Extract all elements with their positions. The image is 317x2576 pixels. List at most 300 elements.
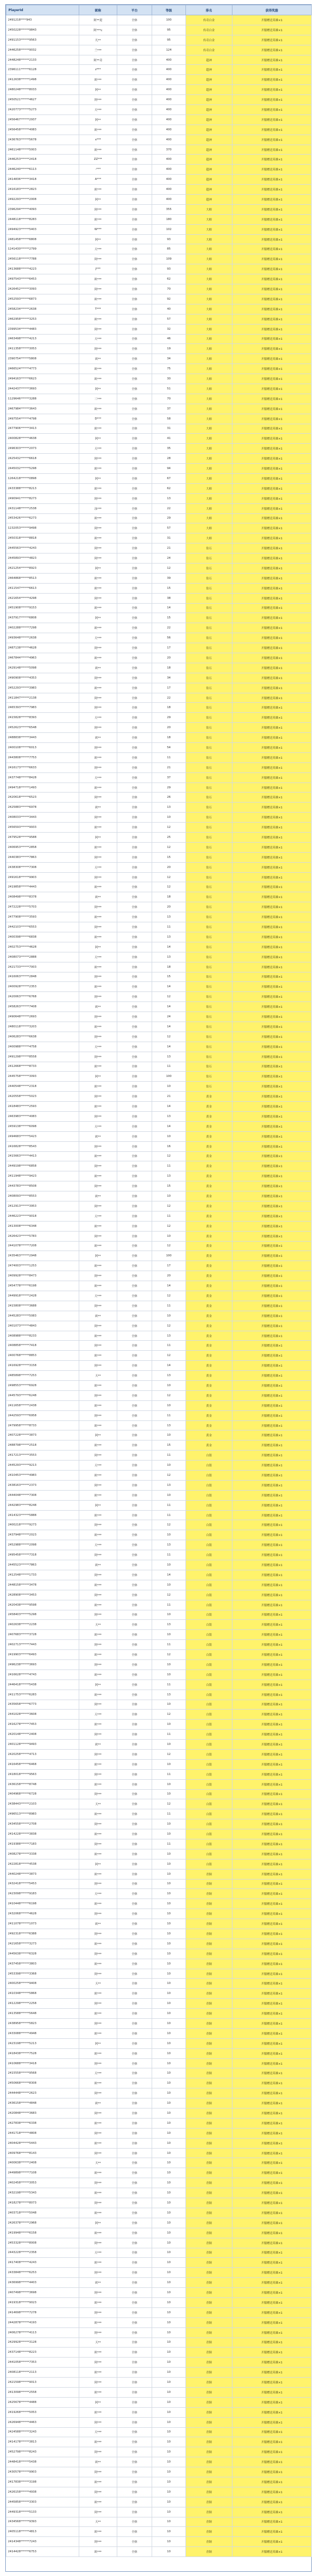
cell-reward: 开服赠送英雄×1 bbox=[232, 2497, 312, 2507]
cell-rank: 钻石 bbox=[186, 1042, 232, 1052]
table-row bbox=[6, 2457, 312, 2467]
cell-nickname: 欧*** bbox=[79, 2407, 117, 2417]
cell-nickname: 阿*** bbox=[79, 872, 117, 882]
cell-platform: 全体 bbox=[117, 2368, 152, 2378]
cell-level: 14 bbox=[152, 1361, 186, 1371]
cell-player-id: 2485898******7253 bbox=[6, 1371, 79, 1381]
cell-rank: 大师 bbox=[186, 523, 232, 533]
cell-player-id: 2402713******7443 bbox=[6, 1640, 79, 1650]
table-row bbox=[6, 1430, 312, 1440]
cell-reward: 开服赠送英雄×1 bbox=[232, 1730, 312, 1740]
header-platform: 平台 bbox=[117, 5, 152, 15]
cell-platform: 全体 bbox=[117, 1271, 152, 1281]
table-row bbox=[6, 2158, 312, 2168]
cell-reward: 开服赠送英雄×1 bbox=[232, 2417, 312, 2427]
cell-reward: 开服赠送英雄×1 bbox=[232, 414, 312, 424]
cell-platform: 全体 bbox=[117, 1939, 152, 1949]
cell-rank: 黄金 bbox=[186, 1251, 232, 1261]
cell-level: 10 bbox=[152, 1899, 186, 1909]
cell-platform: 全体 bbox=[117, 1909, 152, 1919]
header-rank: 排名 bbox=[186, 5, 232, 15]
cell-nickname: 阿*** bbox=[79, 2088, 117, 2098]
cell-rank: 黄金 bbox=[186, 1420, 232, 1430]
cell-reward: 开服赠送英雄×1 bbox=[232, 1889, 312, 1899]
cell-nickname: 欧*** bbox=[79, 294, 117, 304]
cell-nickname: 阿** bbox=[79, 1680, 117, 1690]
cell-platform: 全体 bbox=[117, 1700, 152, 1710]
table-row bbox=[6, 1620, 312, 1630]
table-row bbox=[6, 2009, 312, 2019]
cell-rank: 大师 bbox=[186, 404, 232, 414]
cell-reward: 开服赠送英雄×1 bbox=[232, 1829, 312, 1839]
header-row bbox=[6, 5, 312, 15]
cell-level: 22 bbox=[152, 503, 186, 513]
cell-player-id: 2416828******8543 bbox=[6, 1141, 79, 1151]
table-row bbox=[6, 1929, 312, 1939]
cell-rank: 白银 bbox=[186, 1520, 232, 1530]
cell-level: 10 bbox=[152, 1879, 186, 1889]
cell-reward: 开服赠送英雄×1 bbox=[232, 304, 312, 314]
cell-platform: 全体 bbox=[117, 1500, 152, 1510]
cell-rank: 钻石 bbox=[186, 783, 232, 793]
cell-rank: 青铜 bbox=[186, 2118, 232, 2128]
cell-reward: 开服赠送英雄×1 bbox=[232, 165, 312, 175]
cell-player-id: 2453398******3368 bbox=[6, 1969, 79, 1979]
cell-platform: 全体 bbox=[117, 1410, 152, 1420]
cell-platform: 全体 bbox=[117, 264, 152, 274]
cell-rank: 钻石 bbox=[186, 842, 232, 852]
cell-rank: 青铜 bbox=[186, 2447, 232, 2457]
cell-player-id: 2416278******7453 bbox=[6, 1720, 79, 1730]
cell-reward: 开服赠送英雄×1 bbox=[232, 932, 312, 942]
cell-nickname: 阿*** bbox=[79, 2417, 117, 2427]
cell-nickname: 阿*** bbox=[79, 2358, 117, 2368]
cell-platform: 全体 bbox=[117, 643, 152, 653]
table-row bbox=[6, 593, 312, 603]
cell-nickname: 欧*** bbox=[79, 274, 117, 284]
cell-nickname: 阿*** bbox=[79, 543, 117, 554]
cell-rank: 钻石 bbox=[186, 1012, 232, 1022]
cell-platform: 全体 bbox=[117, 2358, 152, 2368]
cell-rank: 超神 bbox=[186, 165, 232, 175]
cell-rank: 白银 bbox=[186, 1819, 232, 1829]
cell-level: 400 bbox=[152, 55, 186, 65]
cell-nickname: 阿*** bbox=[79, 2148, 117, 2158]
table-row bbox=[6, 105, 312, 115]
cell-platform: 全体 bbox=[117, 2457, 152, 2467]
table-row bbox=[6, 95, 312, 105]
cell-platform: 全体 bbox=[117, 1580, 152, 1590]
cell-rank: 青铜 bbox=[186, 2527, 232, 2537]
cell-platform: 全体 bbox=[117, 304, 152, 314]
cell-reward: 开服赠送英雄×1 bbox=[232, 1640, 312, 1650]
cell-nickname: 阿*** bbox=[79, 1969, 117, 1979]
cell-platform: 全体 bbox=[117, 1510, 152, 1520]
cell-platform: 全体 bbox=[117, 1560, 152, 1570]
cell-rank: 青铜 bbox=[186, 2048, 232, 2058]
table-row bbox=[6, 1650, 312, 1660]
cell-platform: 全体 bbox=[117, 703, 152, 713]
cell-level: 11 bbox=[152, 922, 186, 932]
cell-player-id: 2399534******4483 bbox=[6, 324, 79, 334]
cell-level: 10 bbox=[152, 1959, 186, 1969]
cell-reward: 开服赠送英雄×1 bbox=[232, 1959, 312, 1969]
cell-rank: 青铜 bbox=[186, 2358, 232, 2368]
cell-nickname: 欧*** bbox=[79, 2437, 117, 2447]
cell-player-id: 2396294******4093 bbox=[6, 204, 79, 214]
cell-rank: 钻石 bbox=[186, 942, 232, 952]
cell-reward: 开服赠送英雄×1 bbox=[232, 1341, 312, 1351]
cell-player-id: 2418483******2593 bbox=[6, 1102, 79, 1112]
cell-nickname: 阿**迎 bbox=[79, 15, 117, 25]
table-row bbox=[6, 1979, 312, 1989]
cell-rank: 钻石 bbox=[186, 603, 232, 613]
cell-nickname: 天*** bbox=[79, 1540, 117, 1550]
cell-nickname: 欧*** bbox=[79, 1171, 117, 1181]
table-row bbox=[6, 793, 312, 803]
cell-rank: 黄金 bbox=[186, 1121, 232, 1131]
cell-reward: 开服赠送英雄×1 bbox=[232, 1819, 312, 1829]
table-row bbox=[6, 1171, 312, 1181]
cell-player-id: 2417408******4243 bbox=[6, 2258, 79, 2268]
cell-reward: 开服赠送英雄×1 bbox=[232, 703, 312, 713]
cell-platform: 全体 bbox=[117, 842, 152, 852]
table-row bbox=[6, 1131, 312, 1141]
cell-reward: 开服赠送英雄×1 bbox=[232, 434, 312, 444]
cell-reward: 开服赠送英雄×1 bbox=[232, 1610, 312, 1620]
cell-nickname: 欧*** bbox=[79, 2028, 117, 2038]
cell-reward: 开服赠送英雄×1 bbox=[232, 1620, 312, 1630]
cell-reward: 开服赠送英雄×1 bbox=[232, 1879, 312, 1889]
cell-player-id: 2445758******3093 bbox=[6, 1072, 79, 1082]
cell-platform: 全体 bbox=[117, 1052, 152, 1062]
cell-nickname: z*** bbox=[79, 65, 117, 75]
cell-player-id: 2402288******7298 bbox=[6, 623, 79, 633]
cell-nickname: 欧*** bbox=[79, 314, 117, 324]
cell-rank: 黄金 bbox=[186, 1241, 232, 1251]
cell-nickname: 欧** bbox=[79, 354, 117, 364]
cell-nickname: 欧*** bbox=[79, 214, 117, 224]
cell-nickname: 阿** bbox=[79, 2397, 117, 2407]
cell-rank: 大师 bbox=[186, 234, 232, 244]
cell-player-id: 2452593******6873 bbox=[6, 294, 79, 304]
cell-nickname: 欧*** bbox=[79, 125, 117, 135]
table-row bbox=[6, 1420, 312, 1430]
cell-player-id: 2418018******9563 bbox=[6, 1769, 79, 1779]
table-row bbox=[6, 294, 312, 304]
cell-reward: 开服赠送英雄×1 bbox=[232, 1351, 312, 1361]
cell-nickname: 欧*** bbox=[79, 2547, 117, 2557]
cell-level: 400 bbox=[152, 105, 186, 115]
cell-rank: 白银 bbox=[186, 1669, 232, 1680]
cell-level: 15 bbox=[152, 613, 186, 623]
cell-platform: 全体 bbox=[117, 1451, 152, 1461]
cell-level: 14 bbox=[152, 1002, 186, 1012]
cell-level: 10 bbox=[152, 2258, 186, 2268]
cell-reward: 开服赠送英雄×1 bbox=[232, 65, 312, 75]
cell-player-id: 2411658******2438 bbox=[6, 1400, 79, 1410]
cell-reward: 开服赠送英雄×1 bbox=[232, 344, 312, 354]
cell-player-id: 2419858******4443 bbox=[6, 882, 79, 892]
cell-level: 10 bbox=[152, 2138, 186, 2148]
cell-rank: 青铜 bbox=[186, 2348, 232, 2358]
cell-nickname: 欧*** bbox=[79, 1630, 117, 1640]
cell-rank: 钻石 bbox=[186, 793, 232, 803]
cell-platform: 全体 bbox=[117, 1241, 152, 1251]
cell-player-id: 2420258******4713 bbox=[6, 1749, 79, 1759]
cell-platform: 全体 bbox=[117, 1301, 152, 1311]
cell-player-id: 2474003******1253 bbox=[6, 1261, 79, 1271]
cell-reward: 开服赠送英雄×1 bbox=[232, 2168, 312, 2178]
cell-level: 12 bbox=[152, 882, 186, 892]
table-row bbox=[6, 1669, 312, 1680]
cell-platform: 全体 bbox=[117, 952, 152, 962]
cell-reward: 开服赠送英雄×1 bbox=[232, 1949, 312, 1959]
table-row bbox=[6, 1600, 312, 1610]
cell-player-id: 2419388******7183 bbox=[6, 1839, 79, 1849]
cell-platform: 全体 bbox=[117, 1002, 152, 1012]
cell-rank: 大师 bbox=[186, 503, 232, 513]
cell-nickname: 天** bbox=[79, 1371, 117, 1381]
cell-nickname: 阿*** bbox=[79, 1590, 117, 1600]
cell-platform: 全体 bbox=[117, 713, 152, 723]
cell-platform: 全体 bbox=[117, 404, 152, 414]
cell-player-id: 2449918******2428 bbox=[6, 1291, 79, 1301]
cell-nickname: 欧*** bbox=[79, 1420, 117, 1430]
cell-level: 56 bbox=[152, 633, 186, 643]
cell-player-id: 2464868******8513 bbox=[6, 573, 79, 583]
cell-platform: 全体 bbox=[117, 1161, 152, 1171]
cell-rank: 白银 bbox=[186, 1839, 232, 1849]
cell-reward: 开服赠送英雄×1 bbox=[232, 603, 312, 613]
cell-level: 12 bbox=[152, 842, 186, 852]
cell-reward: 开服赠送英雄×1 bbox=[232, 1231, 312, 1241]
cell-player-id: 1241430******2799 bbox=[6, 244, 79, 254]
cell-nickname: 欧*** bbox=[79, 573, 117, 583]
cell-nickname: 欧** bbox=[79, 1560, 117, 1570]
cell-player-id: 2449318******5133 bbox=[6, 2507, 79, 2517]
cell-level: 10 bbox=[152, 2019, 186, 2029]
cell-player-id: 2420438******9598 bbox=[6, 1600, 79, 1610]
cell-nickname: 阿*** bbox=[79, 1390, 117, 1400]
table-row bbox=[6, 1062, 312, 1072]
cell-reward: 开服赠送英雄×1 bbox=[232, 15, 312, 25]
cell-platform: 全体 bbox=[117, 1042, 152, 1052]
cell-reward: 开服赠送英雄×1 bbox=[232, 2258, 312, 2268]
cell-nickname: 阿*** bbox=[79, 2378, 117, 2388]
cell-rank: 黄金 bbox=[186, 1311, 232, 1321]
cell-reward: 开服赠送英雄×1 bbox=[232, 1989, 312, 1999]
cell-level: 11 bbox=[152, 1211, 186, 1221]
cell-rank: 白银 bbox=[186, 1799, 232, 1809]
cell-level: 10 bbox=[152, 2368, 186, 2378]
cell-platform: 全体 bbox=[117, 1650, 152, 1660]
cell-nickname: 欧*** bbox=[79, 1241, 117, 1251]
table-row bbox=[6, 2098, 312, 2108]
cell-rank: 大师 bbox=[186, 434, 232, 444]
cell-platform: 全体 bbox=[117, 523, 152, 533]
cell-platform: 全体 bbox=[117, 1361, 152, 1371]
cell-reward: 开服赠送英雄×1 bbox=[232, 394, 312, 404]
cell-level: 12 bbox=[152, 1390, 186, 1400]
cell-reward: 开服赠送英雄×1 bbox=[232, 214, 312, 224]
cell-level: 14 bbox=[152, 942, 186, 952]
cell-player-id: 2418438******7528 bbox=[6, 2048, 79, 2058]
cell-level: 10 bbox=[152, 1700, 186, 1710]
cell-reward: 开服赠送英雄×1 bbox=[232, 2268, 312, 2278]
table-row bbox=[6, 912, 312, 922]
cell-player-id: 2420848******3683 bbox=[6, 2108, 79, 2119]
cell-reward: 开服赠送英雄×1 bbox=[232, 2208, 312, 2218]
cell-level: 67 bbox=[152, 473, 186, 483]
cell-nickname: 阿*** bbox=[79, 284, 117, 294]
cell-level: 10 bbox=[152, 2088, 186, 2098]
cell-level: 31 bbox=[152, 533, 186, 543]
cell-reward: 开服赠送英雄×1 bbox=[232, 723, 312, 733]
table-row bbox=[6, 1550, 312, 1560]
cell-player-id: 2440548******2318 bbox=[6, 1082, 79, 1092]
cell-platform: 全体 bbox=[117, 454, 152, 464]
cell-rank: 钻石 bbox=[186, 583, 232, 593]
cell-player-id: 2445032******5298 bbox=[6, 464, 79, 474]
cell-reward: 开服赠送英雄×1 bbox=[232, 35, 312, 45]
cell-player-id: 2408033******3443 bbox=[6, 813, 79, 823]
cell-level: 29 bbox=[152, 713, 186, 723]
cell-nickname: 阿*** bbox=[79, 1410, 117, 1420]
cell-rank: 超神 bbox=[186, 85, 232, 95]
cell-nickname: 天** bbox=[79, 2517, 117, 2527]
cell-level: 12 bbox=[152, 823, 186, 833]
table-row bbox=[6, 234, 312, 244]
cell-player-id: 2453426******6273 bbox=[6, 513, 79, 523]
cell-level: 400 bbox=[152, 95, 186, 105]
cell-nickname: 阿*** bbox=[79, 2019, 117, 2029]
cell-rank: 钻石 bbox=[186, 554, 232, 564]
cell-player-id: 2446418******5438 bbox=[6, 1680, 79, 1690]
cell-rank: 钻石 bbox=[186, 693, 232, 703]
cell-rank: 超神 bbox=[186, 135, 232, 145]
cell-player-id: 2415828******8393 bbox=[6, 713, 79, 723]
table-row bbox=[6, 1251, 312, 1261]
cell-rank: 钻石 bbox=[186, 1032, 232, 1042]
cell-nickname: 欧*** bbox=[79, 533, 117, 543]
table-row bbox=[6, 842, 312, 852]
cell-nickname: 阿*** bbox=[79, 493, 117, 503]
cell-reward: 开服赠送英雄×1 bbox=[232, 324, 312, 334]
cell-level: 12 bbox=[152, 1650, 186, 1660]
cell-nickname: 天*** bbox=[79, 772, 117, 783]
cell-rank: 白银 bbox=[186, 1859, 232, 1869]
cell-level: 10 bbox=[152, 2208, 186, 2218]
cell-level: 41 bbox=[152, 434, 186, 444]
cell-rank: 黄金 bbox=[186, 1231, 232, 1241]
cell-reward: 开服赠送英雄×1 bbox=[232, 1371, 312, 1381]
cell-rank: 青铜 bbox=[186, 2338, 232, 2348]
cell-nickname: 阿** bbox=[79, 1500, 117, 1510]
cell-nickname: T*** bbox=[79, 304, 117, 314]
cell-player-id: 2437148******8223 bbox=[6, 2348, 79, 2358]
cell-rank: 大师 bbox=[186, 264, 232, 274]
cell-level: 14 bbox=[152, 1102, 186, 1112]
cell-player-id: 2453328******8008 bbox=[6, 2238, 79, 2248]
cell-level: 15 bbox=[152, 583, 186, 593]
cell-rank: 青铜 bbox=[186, 1879, 232, 1889]
cell-nickname: 欧*** bbox=[79, 2188, 117, 2198]
cell-nickname: 欧*** bbox=[79, 1899, 117, 1909]
cell-platform: 全体 bbox=[117, 473, 152, 483]
cell-platform: 全体 bbox=[117, 1769, 152, 1779]
cell-nickname: 阿*** bbox=[79, 2058, 117, 2068]
cell-nickname: 欧*** bbox=[79, 1650, 117, 1660]
cell-level: 10 bbox=[152, 2048, 186, 2058]
table-row bbox=[6, 2358, 312, 2368]
cell-nickname: 阿*** bbox=[79, 793, 117, 803]
cell-level: 18 bbox=[152, 663, 186, 673]
table-row bbox=[6, 2327, 312, 2338]
cell-level: 10 bbox=[152, 2507, 186, 2517]
cell-rank: 黄金 bbox=[186, 1261, 232, 1271]
cell-level: 25 bbox=[152, 833, 186, 843]
cell-reward: 开服赠送英雄×1 bbox=[232, 1111, 312, 1121]
cell-level: 10 bbox=[152, 2038, 186, 2048]
table-row bbox=[6, 2228, 312, 2238]
cell-player-id: 2497554******4798 bbox=[6, 414, 79, 424]
cell-player-id: 2435658******6773 bbox=[6, 1700, 79, 1710]
cell-reward: 开服赠送英雄×1 bbox=[232, 1191, 312, 1201]
cell-platform: 全体 bbox=[117, 1570, 152, 1580]
cell-level: 13 bbox=[152, 1480, 186, 1490]
cell-level: 10 bbox=[152, 2447, 186, 2457]
cell-nickname: 欧*** bbox=[79, 1490, 117, 1500]
cell-level: 94 bbox=[152, 464, 186, 474]
cell-reward: 开服赠送英雄×1 bbox=[232, 2338, 312, 2348]
cell-platform: 全体 bbox=[117, 1471, 152, 1481]
cell-rank: 白银 bbox=[186, 1590, 232, 1600]
cell-reward: 开服赠送英雄×1 bbox=[232, 1161, 312, 1171]
cell-player-id: 2480118******3203 bbox=[6, 1022, 79, 1032]
cell-nickname: 阿*** bbox=[79, 1141, 117, 1151]
table-row bbox=[6, 434, 312, 444]
cell-level: 10 bbox=[152, 2297, 186, 2307]
cell-reward: 开服赠送英雄×1 bbox=[232, 2378, 312, 2388]
cell-player-id: 2493648******2638 bbox=[6, 633, 79, 643]
cell-rank: 黄金 bbox=[186, 1390, 232, 1400]
table-row bbox=[6, 2108, 312, 2119]
cell-platform: 全体 bbox=[117, 693, 152, 703]
cell-player-id: 2452798******8243 bbox=[6, 2447, 79, 2457]
cell-player-id: 2408278******3338 bbox=[6, 1849, 79, 1859]
cell-player-id: 2422818******4538 bbox=[6, 1859, 79, 1869]
cell-platform: 全体 bbox=[117, 1191, 152, 1201]
cell-rank: 黄金 bbox=[186, 1191, 232, 1201]
cell-level: 12 bbox=[152, 1799, 186, 1809]
cell-level: 10 bbox=[152, 2218, 186, 2228]
table-row bbox=[6, 15, 312, 25]
cell-platform: 全体 bbox=[117, 852, 152, 862]
cell-nickname: 欧*** bbox=[79, 603, 117, 613]
cell-player-id: 2446240******6113 bbox=[6, 165, 79, 175]
cell-nickname: 欧** bbox=[79, 2098, 117, 2108]
table-row bbox=[6, 1779, 312, 1789]
cell-platform: 全体 bbox=[117, 1829, 152, 1839]
cell-platform: 全体 bbox=[117, 862, 152, 872]
cell-rank: 大师 bbox=[186, 344, 232, 354]
cell-nickname: 阿*** bbox=[79, 703, 117, 713]
table-row bbox=[6, 2118, 312, 2128]
cell-rank: 钻石 bbox=[186, 663, 232, 673]
cell-reward: 开服赠送英雄×1 bbox=[232, 45, 312, 55]
cell-nickname: 欧** bbox=[79, 803, 117, 813]
